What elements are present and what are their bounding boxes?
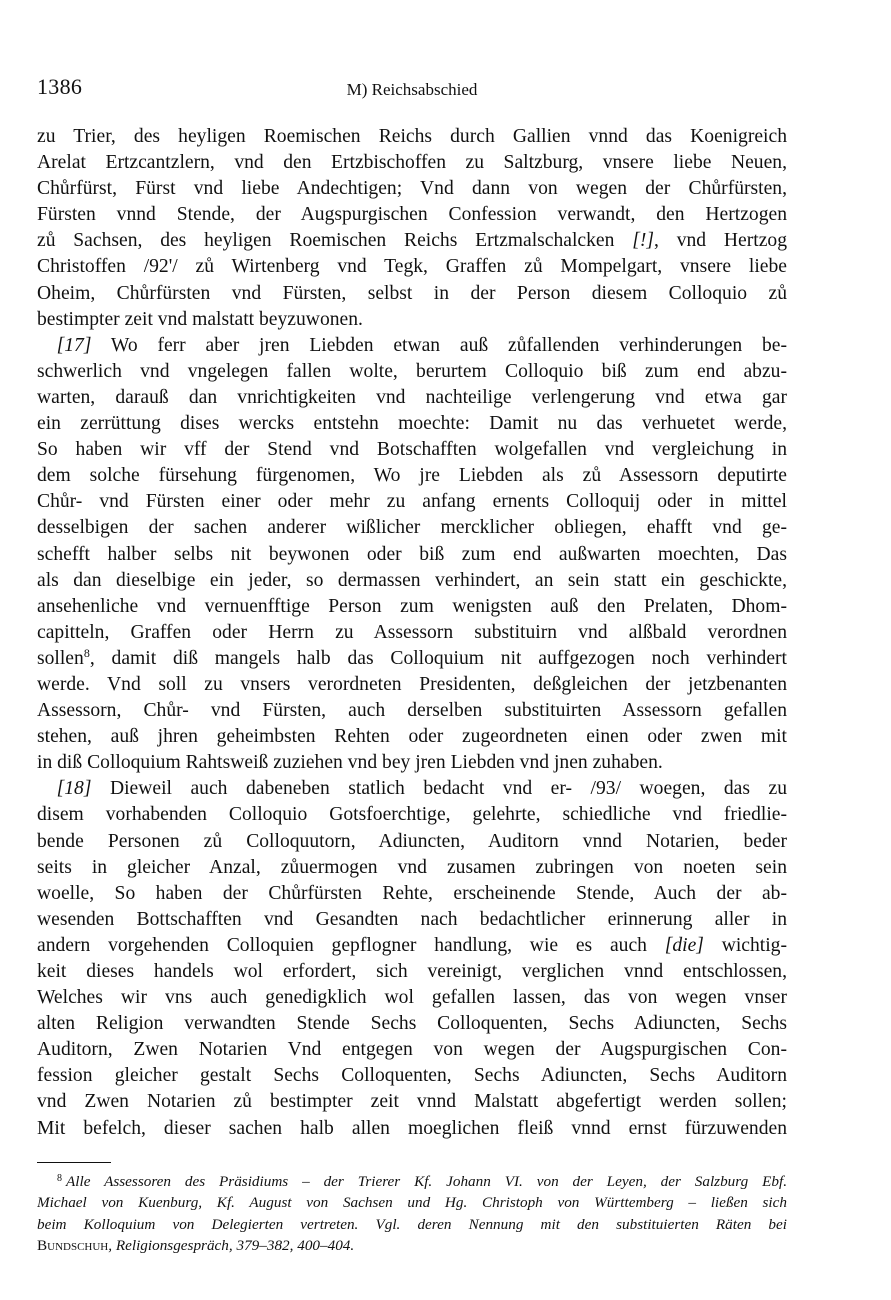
- text-line: capitteln, Graffen oder Herrn zu Assessorn substituirn vnd alßbald verordnen: [37, 621, 787, 643]
- text-line: fession gleicher gestalt Sechs Colloquenten, Sechs Adiuncten, Sechs Auditorn: [37, 1065, 787, 1087]
- text-line: Fürsten vnnd Stende, der Augspurgischen Confession verwandt, den Hertzogen: [37, 204, 787, 226]
- footnote-number: 8: [57, 1172, 62, 1184]
- text-line: Arelat Ertzcantzlern, vnd den Ertzbischoffen zu Saltzburg, vnsere liebe Neuen,: [37, 152, 787, 174]
- text-line: disem vorhabenden Colloquio Gotsfoerchtige, gelehrte, schiedliche vnd friedlie-: [37, 804, 787, 826]
- text-line: schwerlich vnd vngelegen fallen wolte, berurtem Colloquio biß zum end abzu-: [37, 360, 787, 382]
- page-number: 1386: [37, 74, 83, 99]
- text-line: So haben wir vff der Stend vnd Botschafften wolgefallen vnd vergleichung in: [37, 439, 787, 461]
- footnote-reference[interactable]: 8: [83, 645, 90, 660]
- text-line: stehen, auß jhren geheimbsten Rehten oder zugeordneten einen oder zwen mit: [37, 726, 787, 748]
- section-title: M) Reichsabschied: [346, 80, 478, 99]
- section-marker-18: [18]: [56, 778, 92, 800]
- document-page: [37, 70, 787, 1257]
- text-line: ein zerrüttung dises wercks entstehn moechte: Damit nu das verhuetet werde,: [37, 413, 787, 435]
- text-line: Mit befelch, dieser sachen halb allen moeglichen fleiß vnnd ernst fürzuwenden: [37, 1117, 787, 1139]
- text-line: seits in gleicher Anzal, zůuermogen vnd zusamen zubringen von noeten sein: [37, 856, 787, 878]
- footnote-author: Bundschuh: [37, 1237, 109, 1255]
- footnote-line: Michael von Kuenburg, Kf. August von Sachsen und Hg. Christoph von Württemberg – ließen sich: [37, 1194, 787, 1212]
- text-line: [18] Dieweil auch dabeneben statlich bedacht vnd er- /93/ woegen, das zu: [56, 778, 787, 800]
- text-line: Oheim, Chůrfürsten vnd Fürsten, selbst in der Person diesem Colloquio zů: [37, 282, 787, 304]
- text-line: werde. Vnd soll zu vnsers verordneten Presidenten, deßgleichen der jetzbenanten: [37, 673, 787, 695]
- paragraph-18: [37, 776, 787, 1141]
- text-line: woelle, So haben der Chůrfürsten Rehte, erscheinende Stende, Auch der ab-: [37, 882, 787, 904]
- text-line: Chůr- vnd Fürsten einer oder mehr zu anfang ernents Colloquij oder in mittel: [37, 491, 787, 513]
- paragraph-16: [37, 124, 787, 333]
- running-head: [37, 70, 787, 110]
- text-line: Auditorn, Zwen Notarien Vnd entgegen von wegen der Augspurgischen Con-: [37, 1039, 787, 1061]
- text-line: schefft halber selbs nit beywonen oder biß zum end außwarten moechten, Das: [37, 543, 787, 565]
- footnote-8: [37, 1171, 787, 1257]
- footnote-line: $^8$ Alle Assessoren des Präsidiums – der Trierer Kf. Johann VI. von der Leyen, der Salzburg Ebf.: [57, 1172, 787, 1190]
- text-line: Christoffen /92'/ zů Wirtenberg vnd Tegk, Graffen zů Mompelgart, vnsere liebe: [37, 256, 787, 278]
- section-marker-17: [17]: [56, 334, 92, 356]
- text-line: desselbigen der sachen anderer wißlicher mercklicher obliegen, ehafft vnd ge-: [37, 517, 787, 539]
- text-line: keit dieses handels wol erfordert, sich vereinigt, verglichen vnnd entschlossen,: [37, 961, 787, 982]
- text-line: in diß Colloquium Rahtsweiß zuziehen vnd bey jren Liebden vnd jnen zuhaben.: [37, 752, 663, 774]
- text-line: zu Trier, des heyligen Roemischen Reichs durch Gallien vnnd das Koenigreich: [37, 126, 787, 147]
- footnote-divider: [37, 1162, 111, 1163]
- paragraph-17: [37, 333, 787, 777]
- footnote-line: beim Kolloquium von Delegierten vertreten. Vgl. deren Nennung mit den substituierten Räten bei: [37, 1215, 787, 1233]
- main-text: [37, 124, 787, 1142]
- text-line: vnd Zwen Notarien zů bestimpter zeit vnnd Malstatt abgefertigt werden sollen;: [37, 1091, 787, 1113]
- text-line: Assessorn, Chůr- vnd Fürsten, auch derselben substituirten Assessorn gefallen: [37, 700, 787, 722]
- text-line: als dan dieselbige ein jeder, so dermassen verhindert, an sein statt ein geschickte,: [37, 569, 787, 591]
- text-line: bestimpter zeit vnd malstatt beyzuwonen.: [37, 308, 363, 330]
- text-line: sollen$^8$, damit diß mangels halb das Colloquium nit auffgezogen noch verhindert: [37, 645, 787, 669]
- text-line: zů Sachsen, des heyligen Roemischen Reichs Ertzmalschalcken [!], vnd Hertzog: [37, 230, 787, 252]
- text-line: warten, darauß dan vnrichtigkeiten vnd nachteilige verlengerung vnd etwa gar: [37, 386, 787, 408]
- footnote-line: Bundschuh, Religionsgespräch, 379–382, 400–404.: [37, 1237, 355, 1255]
- text-line: Welches wir vns auch genedigklich wol gefallen lassen, das von wegen vnser: [37, 987, 787, 1009]
- text-line: ansehenliche vnd vernuenfftige Person zum wenigsten auß den Prelaten, Dhom-: [37, 595, 787, 617]
- editorial-mark: [!]: [632, 230, 654, 252]
- text-line: Chůrfürst, Fürst vnd liebe Andechtigen; Vnd dann von wegen der Chůrfürsten,: [37, 178, 787, 200]
- text-line: andern vorgehenden Colloquien gepflogner handlung, wie es auch [die] wichtig-: [37, 934, 787, 956]
- text-line: bende Personen zů Colloquutorn, Adiuncten, Auditorn vnnd Notarien, beder: [37, 830, 787, 852]
- text-line: wesenden Bottschafften vnd Gesandten nach bedachtlicher erinnerung aller in: [37, 908, 787, 930]
- text-line: [17] Wo ferr aber jren Liebden etwan auß zůfallenden verhinderungen be-: [56, 334, 787, 356]
- editorial-insertion: [die]: [664, 934, 704, 956]
- text-line: dem solche fürsehung fürgenomen, Wo jre Liebden als zů Assessorn deputirte: [37, 465, 787, 487]
- text-line: alten Religion verwandten Stende Sechs Colloquenten, Sechs Adiuncten, Sechs: [37, 1013, 787, 1035]
